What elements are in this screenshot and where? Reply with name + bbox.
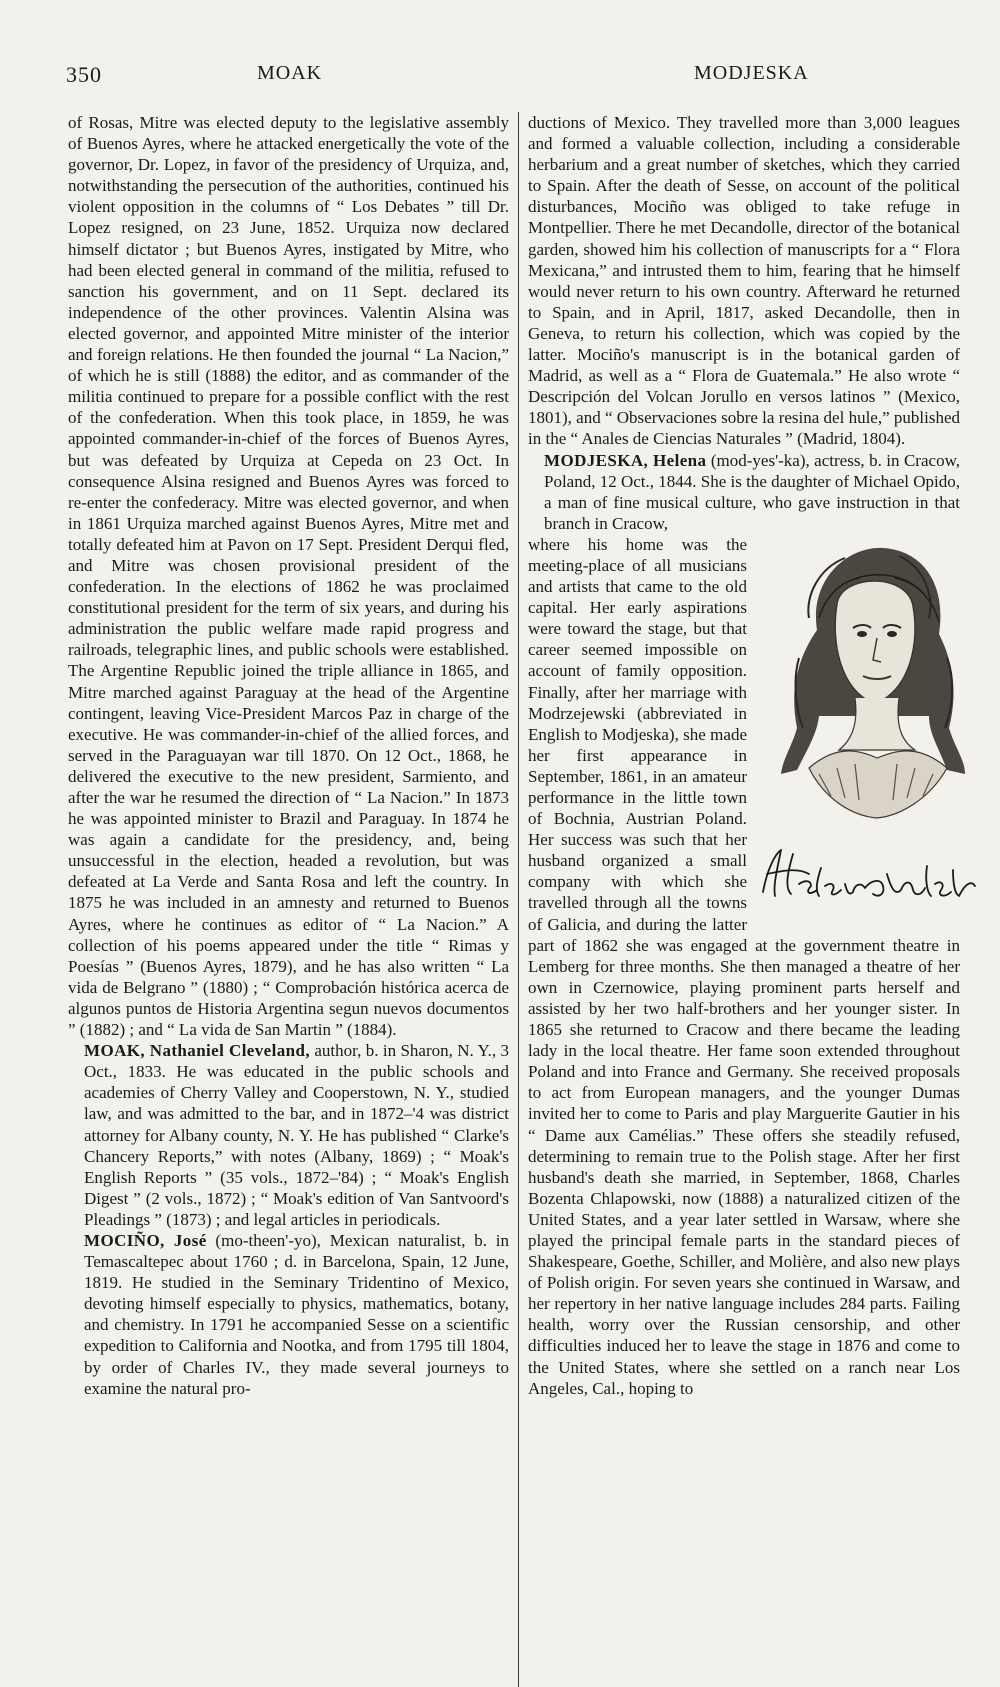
mocino-entry-continuation: ductions of Mexico. They travelled more than 3,000 leagues and formed a valuable collection, including a considerable herbarium and a great number of sketches, which they carried to Spain. After the death of Sesse, on account of the political disturbances, Mociño was obliged to take refuge in Montpellier. There he met Decandolle, director of the botanical garden, showed him his collection of manuscripts for a “ Flora Mexicana,” and intrusted them to him, fearing that he himself would never return to his own country. Afterward he returned to Spain, and in April, 1817, asked Decandolle, then in Geneva, to return his collection, which was copied by the latter. Mociño's manuscript is in the botanical garden of Madrid, as well as a “ Flora de Guatemala.” He also wrote “ Descripción del Volcan Jorullo en versos latinos ” (Mexico, 1801), and “ Observaciones sobre la resina del hule,” published in the “ Anales de Ciencias Naturales ” (Madrid, 1804).: [528, 113, 960, 449]
mocino-entry-body: (mo-theen'-yo), Mexican naturalist, b. in Temascaltepec about 1760 ; d. in Barcelona, Spain, 12 June, 1819. He studied in the Seminary Tridentino of Mexico, devoting himself especially to physics, mathematics, botany, and chemistry. In 1791 he accompanied Sesse on a scientific expedition to California and Nootka, and from 1795 till 1804, by order of Charles IV., they made several journeys to examine the natural pro-: [84, 1230, 510, 1398]
mocino-entry: [68, 1230, 509, 1399]
modjeska-entry-heading: MODJESKA, Helena: [544, 450, 707, 470]
signature: [755, 840, 981, 912]
modjeska-portrait-engraving: [779, 538, 967, 838]
moak-entry-heading: MOAK, Nathaniel Cleveland,: [84, 1041, 310, 1061]
running-header: [60, 62, 820, 92]
modjeska-entry-body: where his home was the meeting-place of all musicians and artists that came to the old capital. Her early aspirations were toward the stage, but that career seemed impossible on account of family opposition. Finally, after her marriage with Modrzejewski (abbreviated in English to Modjeska), she made her first appearance in September, 1861, in an amateur performance in the little town of Bochnia, Austrian Poland. Her success was such that her husband organized a small company with which she travelled through all the towns of Galicia, and during the latter part of 1862 she was engaged at the government theatre in Lemberg for three months. She then managed a theatre of her own in Czernowice, playing prominent parts herself and assisted by her two half-brothers and her younger sister. In 1865 she returned to Cracow and there became the leading lady in the local theatre. Her fame soon extended throughout Poland and into France and Germany. She received proposals to act from European managers, and the younger Dumas invited her to come to Paris and play Marguerite Gautier in his “ Dame aux Camélias.” These offers she steadily refused, determining to remain true to the Polish stage. After her first husband's death she married, in September, 1868, Charles Bozenta Chlapowski, now (1888) a naturalized citizen of the United States, and a year later settled in Warsaw, where she played the principal female parts in the standard pieces of Shakespeare, Goethe, Schiller, and Molière, and also new plays of Polish origin. For seven years she continued in Warsaw, and her repertory in her native language includes 284 parts. Failing health, worry over the Russian censorship, and other difficulties induced her to leave the stage in 1876 and come to the United States, where she settled on a ranch near Los Angeles, Cal., hoping to: [528, 534, 960, 1398]
portrait-figure: [755, 538, 960, 920]
guide-word-right: MODJESKA: [694, 62, 809, 84]
modjeska-entry: [528, 450, 960, 534]
mocino-entry-heading: MOCIÑO, José: [84, 1230, 207, 1250]
column-rule: [518, 112, 519, 1687]
guide-word-left: MOAK: [257, 62, 323, 84]
moak-entry-body: author, b. in Sharon, N. Y., 3 Oct., 1833. He was educated in the public schools and academies of Cherry Valley and Cooperstown, N. Y., studied law, and was admitted to the bar, and in 1872–'4 was district attorney for Albany county, N. Y. He has published “ Clarke's Chancery Reports,” with notes (Albany, 1869) ; “ Moak's English Reports ” (35 vols., 1872–'84) ; “ Moak's English Digest ” (2 vols., 1872) ; “ Moak's edition of Van Santvoord's Pleadings ” (1873) ; and legal articles in periodicals.: [84, 1041, 509, 1229]
mitre-entry-continuation: of Rosas, Mitre was elected deputy to the legislative assembly of Buenos Ayres, where he attacked energetically the vote of the governor, Dr. Lopez, in favor of the presidency of Urquiza, and, notwithstanding the persecution of the authorities, continued his violent opposition in the columns of “ Los Debates ” till Dr. Lopez resigned, on 23 June, 1852. Urquiza now declared himself dictator ; but Buenos Ayres, instigated by Mitre, who had been elected general in command of the militia, refused to sanction his government, and on 11 Sept. declared its independence of the other provinces. Valentin Alsina was elected governor, and appointed Mitre minister of the interior and foreign relations. He then founded the journal “ La Nacion,” of which he is still (1888) the editor, and as commander of the militia continued to prepare for a possible conflict with the rest of the confederation. When this took place, in 1859, he was appointed commander-in-chief of the forces of Buenos Ayres, but was defeated by Urquiza at Cepeda on 23 Oct. In consequence Alsina resigned and Buenos Ayres was forced to re-enter the confederacy. Mitre was elected governor, and when in 1861 Urquiza marched against Buenos Ayres, Mitre met and totally defeated him at Pavon on 17 Sept. President Derqui fled, and Mitre was chosen provisional president of the confederation. In the elections of 1862 he was proclaimed constitutional president for the term of six years, and during his administration the public welfare made rapid progress and railroads, telegraphic lines, and public schools were established. The Argentine Republic joined the triple alliance in 1865, and Mitre marched against Paraguay at the head of the Argentine contingent, leaving Vice-President Marcos Paz in charge of the executive. He was commander-in-chief of the allied forces, and served in the Paraguayan war till 1870. On 12 Oct., 1868, he delivered the executive to the new president, Sarmiento, and after the war he resumed the direction of “ La Nacion.” In 1873 he was appointed minister to Brazil and Paraguay. In 1874 he was again a candidate for the presidency, and, being unsuccessful in the election, headed a revolution, but was defeated at La Verde and Santa Rosa and left the country. In 1875 he was included in an amnesty and returned to Buenos Ayres, where he continues as editor of “ La Nacion.” A collection of his poems appeared under the title “ Rimas y Poesías ” (Buenos Ayres, 1879), and he has also written “ La vida de Belgrano ” (1880) ; “ Comprobación histórica acerca de algunos puntos de Historia Argentina segun nuevos documentos ” (1882) ; and “ La vida de San Martin ” (1884).: [68, 113, 509, 1040]
left-column: [68, 112, 509, 1399]
right-column: [528, 112, 960, 1399]
page-number: 350: [66, 62, 102, 87]
moak-entry: [68, 1040, 509, 1230]
modjeska-entry-intro: (mod-yes'-ka), actress, b. in Cracow, Poland, 12 Oct., 1844. She is the daughter of Michael Opido, a man of fine musical culture, who gave instruction in that branch in Cracow,: [544, 450, 960, 533]
